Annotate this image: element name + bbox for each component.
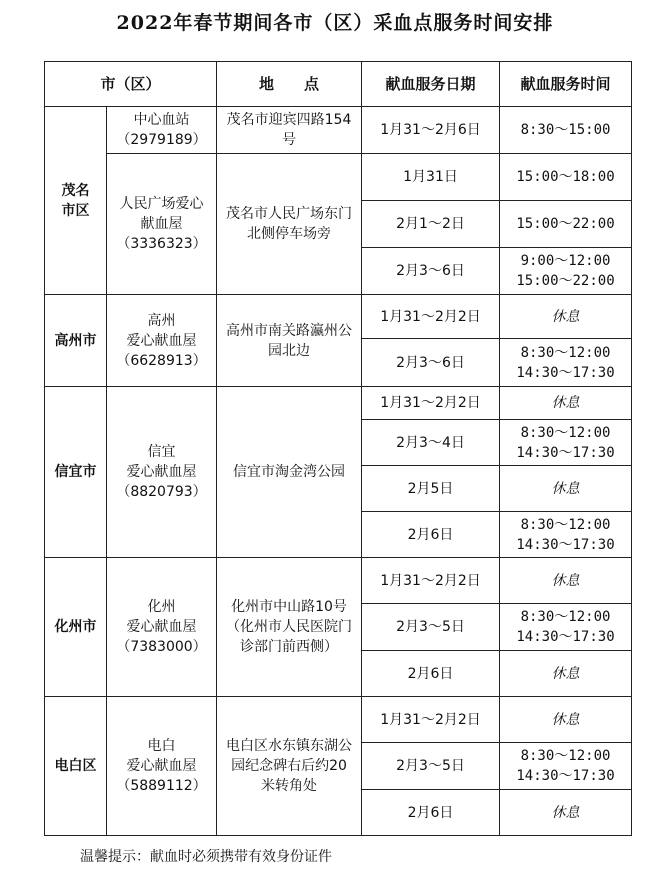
date-cell: 2月6日	[362, 790, 500, 836]
time-cell	[500, 743, 632, 790]
time-line: 8:30～12:00	[520, 748, 611, 764]
site-phone: （8820793）	[116, 484, 207, 500]
address-text: 茂名市人民广场东门北侧停车场旁	[226, 206, 353, 242]
time-cell: 休息	[500, 790, 632, 836]
table-row	[45, 387, 632, 420]
site-name: 爱心献血屋	[126, 619, 197, 635]
time-cell	[500, 420, 632, 466]
site-name: 电白	[147, 738, 176, 754]
date-cell: 1月31～2月6日	[362, 107, 500, 154]
site-cell	[107, 107, 217, 154]
site-cell	[107, 387, 217, 558]
time-cell: 休息	[500, 697, 632, 743]
time-line: 14:30～17:30	[516, 444, 615, 461]
time-line: 14:30～17:30	[516, 629, 615, 645]
time-cell: 休息	[500, 387, 632, 420]
date-cell: 2月6日	[362, 512, 500, 558]
address-text: 高州市南关路瀛州公园北边	[226, 322, 353, 359]
site-phone: （6628913）	[116, 352, 207, 369]
header-location: 地 点	[217, 62, 362, 107]
time-cell: 休息	[500, 558, 632, 604]
site-phone: （5889112）	[116, 778, 207, 794]
city-name: 茂名市区	[61, 182, 90, 219]
city-cell-dianbai: 电白区	[45, 697, 107, 836]
date-cell: 2月3～6日	[362, 339, 500, 387]
address-cell	[217, 107, 362, 154]
header-time: 献血服务时间	[500, 62, 632, 107]
site-name: 爱心献血屋	[126, 464, 197, 480]
time-cell	[500, 339, 632, 387]
site-cell	[107, 697, 217, 836]
time-line: 9:00～12:00	[520, 253, 611, 269]
table-row	[45, 558, 632, 604]
table-row	[45, 295, 632, 339]
site-name: 高州	[147, 312, 176, 329]
city-cell-xinyi: 信宜市	[45, 387, 107, 558]
time-cell	[500, 512, 632, 558]
address-text: 电白区水东镇东湖公园纪念碑右后约20米转角处	[226, 738, 353, 794]
date-cell: 1月31日	[362, 154, 500, 201]
header-city: 市（区）	[45, 62, 217, 107]
table-row	[45, 697, 632, 743]
page-title: 2022年春节期间各市（区）采血点服务时间安排	[116, 12, 554, 34]
table-header-row	[45, 62, 632, 107]
date-cell: 2月3～6日	[362, 248, 500, 295]
date-cell: 2月3～5日	[362, 743, 500, 790]
address-cell: 信宜市淘金湾公园	[217, 387, 362, 558]
date-cell: 2月3～4日	[362, 420, 500, 466]
time-cell: 15:00～18:00	[500, 154, 632, 201]
date-cell: 2月3～5日	[362, 604, 500, 651]
schedule-table	[44, 61, 632, 836]
table-row	[45, 154, 632, 201]
time-line: 14:30～17:30	[516, 768, 615, 784]
time-cell: 休息	[500, 295, 632, 339]
reminder-note: 温馨提示：献血时必须携带有效身份证件	[80, 849, 332, 865]
site-cell	[107, 295, 217, 387]
time-line: 8:30～12:00	[520, 516, 611, 533]
header-date: 献血服务日期	[362, 62, 500, 107]
site-name: 爱心献血屋	[126, 332, 197, 349]
city-cell-gaozhou: 高州市	[45, 295, 107, 387]
time-cell: 休息	[500, 466, 632, 512]
site-cell	[107, 558, 217, 697]
site-name: 信宜	[147, 444, 176, 460]
site-name: 爱心献血屋	[126, 758, 197, 774]
address-cell	[217, 697, 362, 836]
time-line: 14:30～17:30	[516, 364, 615, 381]
site-cell	[107, 154, 217, 295]
time-cell	[500, 604, 632, 651]
site-phone: （3336323）	[116, 236, 207, 252]
site-phone: （2979189）	[116, 132, 207, 148]
date-cell: 1月31～2月2日	[362, 295, 500, 339]
address-text: 茂名市迎宾四路154号	[226, 112, 352, 148]
site-phone: （7383000）	[116, 639, 207, 655]
time-line: 8:30～12:00	[520, 609, 611, 625]
address-cell	[217, 558, 362, 697]
address-text: 化州市中山路10号（化州市人民医院门诊部门前西侧）	[226, 599, 353, 655]
site-name: 人民广场爱心献血屋	[119, 196, 204, 232]
date-cell: 1月31～2月2日	[362, 697, 500, 743]
time-cell: 8:30～15:00	[500, 107, 632, 154]
time-cell: 休息	[500, 651, 632, 697]
city-cell-huazhou: 化州市	[45, 558, 107, 697]
site-name: 中心血站	[133, 112, 190, 128]
date-cell: 1月31～2月2日	[362, 387, 500, 420]
site-name: 化州	[147, 599, 176, 615]
date-cell: 2月5日	[362, 466, 500, 512]
time-line: 14:30～17:30	[516, 536, 615, 553]
city-cell-maoming	[45, 107, 107, 295]
date-cell: 1月31～2月2日	[362, 558, 500, 604]
time-line: 8:30～12:00	[520, 424, 611, 441]
time-cell: 15:00～22:00	[500, 201, 632, 248]
table-row	[45, 107, 632, 154]
time-line: 15:00～22:00	[516, 273, 615, 289]
date-cell: 2月6日	[362, 651, 500, 697]
date-cell: 2月1～2日	[362, 201, 500, 248]
time-line: 8:30～12:00	[520, 344, 611, 361]
address-cell	[217, 295, 362, 387]
address-cell	[217, 154, 362, 295]
time-cell	[500, 248, 632, 295]
